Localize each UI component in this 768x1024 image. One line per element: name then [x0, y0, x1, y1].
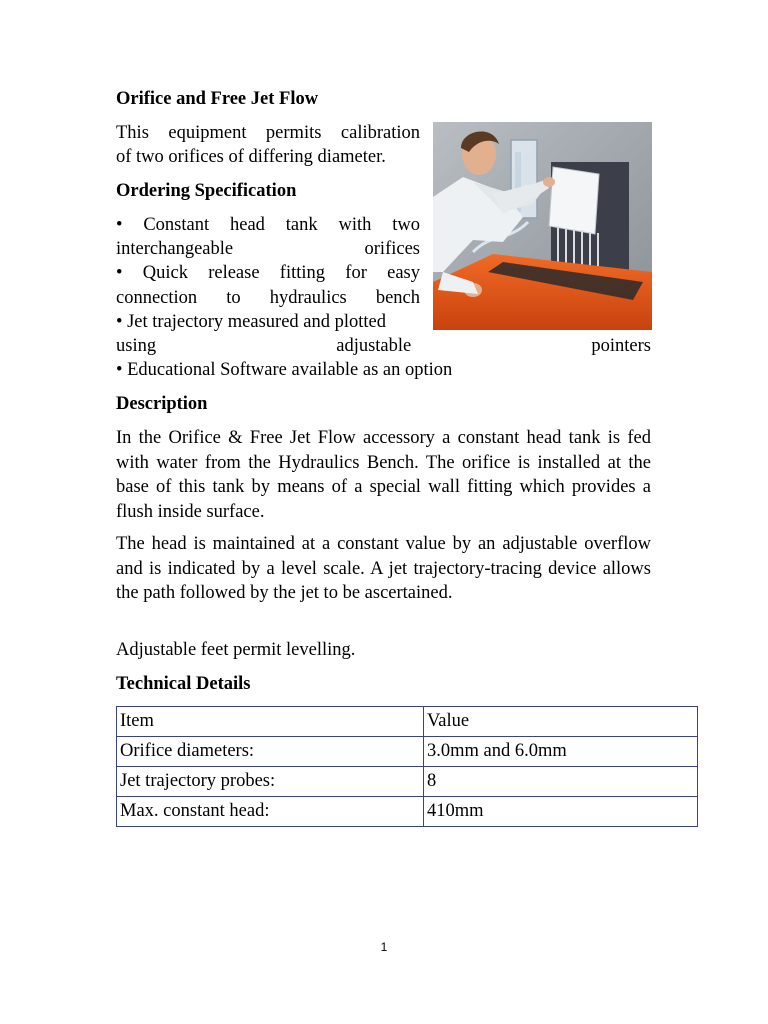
- ordering-line-5: • Jet trajectory measured and plotted: [116, 312, 387, 332]
- description-paragraph-2: The head is maintained at a constant value by an adjustable overflow and is indicated by a level scale. A jet trajectory-tracing device allows the path followed by the jet to be ascertained.: [116, 534, 651, 603]
- ordering-line-7: • Educational Software available as an option: [116, 360, 453, 380]
- table-header-item: Item: [117, 707, 424, 737]
- page-title: Orifice and Free Jet Flow: [116, 89, 319, 109]
- technical-table: [116, 706, 698, 827]
- ordering-line-2: interchangeable orifices: [116, 239, 420, 259]
- equipment-photo: [433, 122, 652, 330]
- table-row: [117, 767, 698, 797]
- intro-line-1: This equipment permits calibration: [116, 123, 420, 143]
- table-cell-item: Orifice diameters:: [117, 737, 424, 767]
- page-number: 1: [380, 940, 388, 954]
- table-row: [117, 797, 698, 827]
- table-cell-value: 410mm: [424, 797, 698, 827]
- description-heading: Description: [116, 394, 208, 414]
- table-cell-value: 3.0mm and 6.0mm: [424, 737, 698, 767]
- ordering-line-3: • Quick release fitting for easy: [116, 263, 420, 283]
- description-paragraph-1: In the Orifice & Free Jet Flow accessory a constant head tank is fed with water from the Hydraulics Bench. The orifice is installed at the base of this tank by means of a special wall fitting which provides a flush inside surface.: [116, 428, 651, 522]
- ordering-heading: Ordering Specification: [116, 181, 297, 201]
- ordering-line-4: connection to hydraulics bench: [116, 288, 420, 308]
- table-header-row: [117, 707, 698, 737]
- ordering-line-1: • Constant head tank with two: [116, 215, 420, 235]
- ordering-line-6: using adjustable pointers: [116, 336, 651, 356]
- table-cell-item: Jet trajectory probes:: [117, 767, 424, 797]
- table-cell-value: 8: [424, 767, 698, 797]
- description-paragraph-3: Adjustable feet permit levelling.: [116, 640, 356, 660]
- technical-heading: Technical Details: [116, 674, 251, 694]
- table-row: [117, 737, 698, 767]
- table-header-value: Value: [424, 707, 698, 737]
- table-cell-item: Max. constant head:: [117, 797, 424, 827]
- intro-line-2: of two orifices of differing diameter.: [116, 147, 386, 167]
